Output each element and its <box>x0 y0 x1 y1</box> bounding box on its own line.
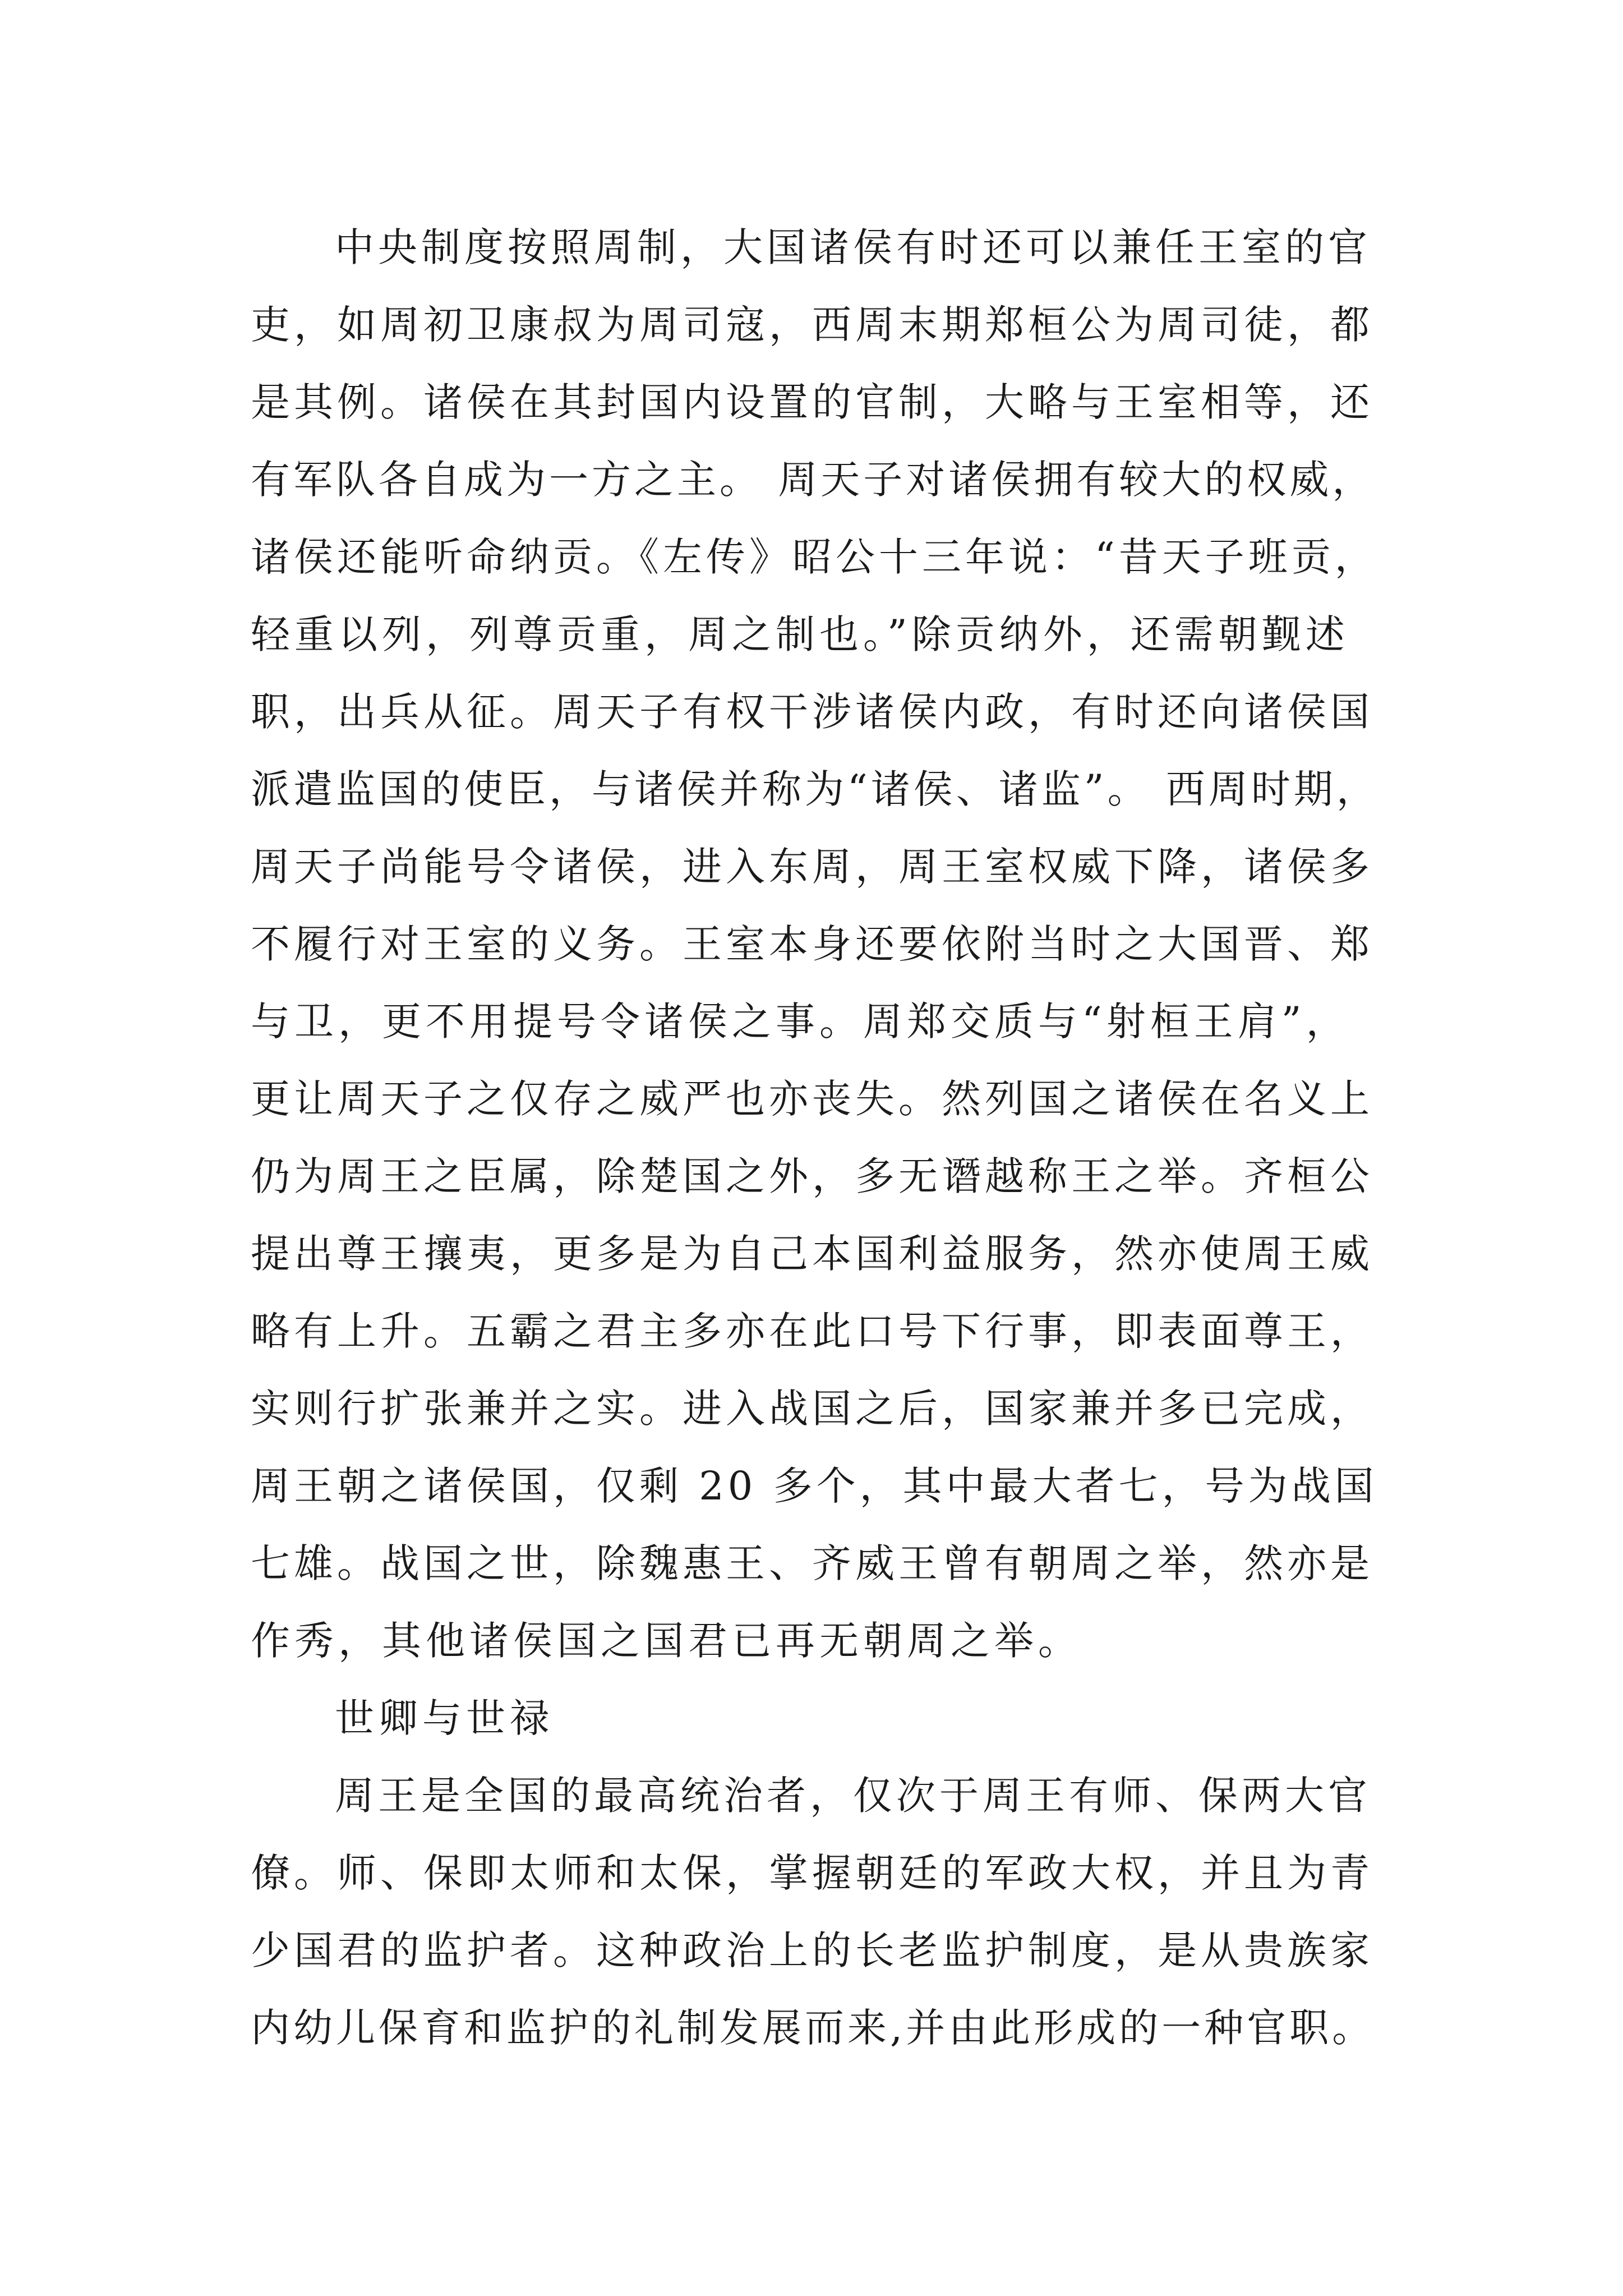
text-line: 不履行对王室的义务。王室本身还要依附当时之大国晋、郑 <box>251 921 1373 967</box>
text-line: 与卫，更不用提号令诸侯之事。周郑交质与“射桓王肩”， <box>251 999 1350 1045</box>
text-line: 内幼儿保育和监护的礼制发展而来,并由此形成的一种官职。 <box>251 2005 1375 2051</box>
text-line: 诸侯还能听命纳贡。《左传》昭公十三年说：“昔天子班贡， <box>251 534 1378 580</box>
text-line: 是其例。诸侯在其封国内设置的官制，大略与王室相等，还 <box>251 379 1373 425</box>
text-line: 作秀，其他诸侯国之国君已再无朝周之举。 <box>251 1618 1082 1664</box>
text-line: 仍为周王之臣属，除楚国之外，多无谮越称王之举。齐桓公 <box>251 1153 1373 1199</box>
text-line: 有军队各自成为一方之主。 周天子对诸侯拥有较大的权威， <box>251 457 1375 503</box>
body-text <box>251 209 1384 2067</box>
text-line: 实则行扩张兼并之实。进入战国之后，国家兼并多已完成， <box>251 1386 1373 1432</box>
text-line: 僚。师、保即太师和太保，掌握朝廷的军政大权，并且为青 <box>251 1850 1373 1896</box>
text-line: 派遣监国的使臣，与诸侯并称为“诸侯、诸监”。 西周时期， <box>251 766 1379 812</box>
text-line: 提出尊王攘夷，更多是为自己本国利益服务，然亦使周王威 <box>251 1231 1373 1277</box>
text-line: 轻重以列，列尊贡重，周之制也。”除贡纳外，还需朝觐述 <box>251 611 1349 657</box>
text-line: 七雄。战国之世，除魏惠王、齐威王曾有朝周之举，然亦是 <box>251 1540 1373 1586</box>
text-line: 中央制度按照周制，大国诸侯有时还可以兼任王室的官 <box>335 224 1371 270</box>
text-line: 少国君的监护者。这种政治上的长老监护制度，是从贵族家 <box>251 1927 1373 1973</box>
text-line: 更让周天子之仅存之威严也亦丧失。然列国之诸侯在名义上 <box>251 1076 1373 1122</box>
text-line: 周王是全国的最高统治者，仅次于周王有师、保两大官 <box>335 1773 1371 1819</box>
text-line: 职，出兵从征。周天子有权干涉诸侯内政，有时还向诸侯国 <box>251 689 1373 735</box>
text-line: 周天子尚能号令诸侯，进入东周，周王室权威下降，诸侯多 <box>251 844 1373 890</box>
text-line: 略有上升。五霸之君主多亦在此口号下行事，即表面尊王， <box>251 1308 1373 1354</box>
text-line: 世卿与世禄 <box>335 1695 554 1741</box>
text-line: 吏，如周初卫康叔为周司寇，西周末期郑桓公为周司徒，都 <box>251 302 1373 348</box>
text-line: 周王朝之诸侯国，仅剩 20 多个，其中最大者七，号为战国 <box>251 1463 1378 1509</box>
